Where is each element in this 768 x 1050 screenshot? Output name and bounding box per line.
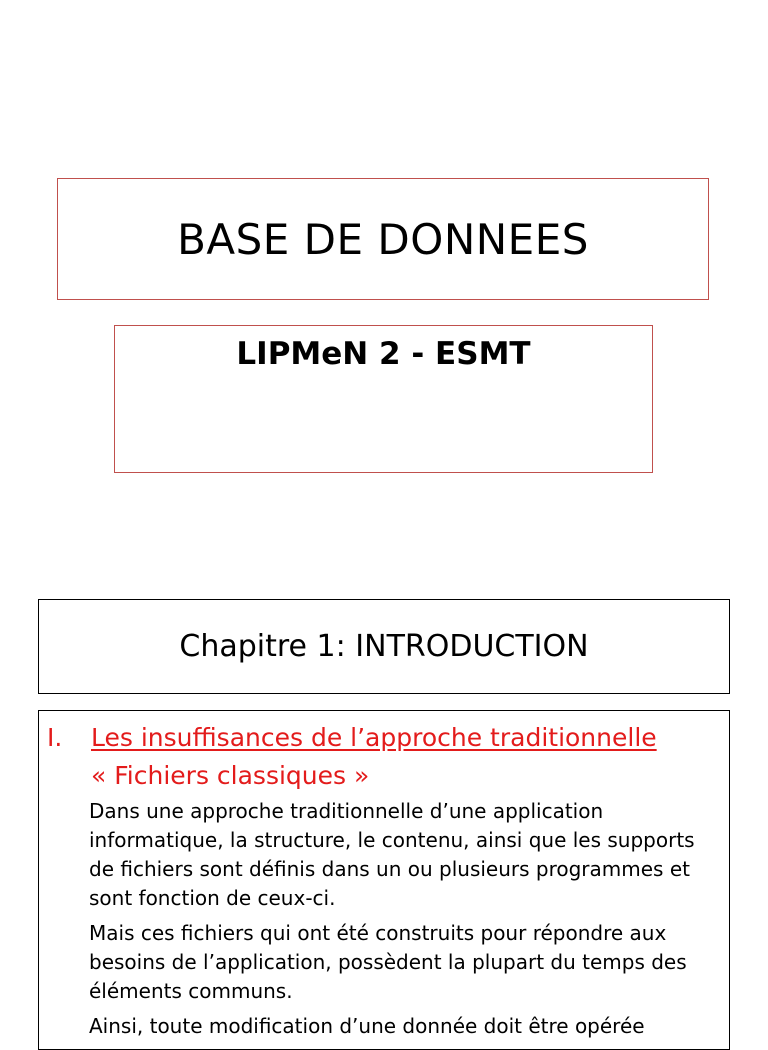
chapter-title: Chapitre 1: INTRODUCTION xyxy=(179,629,589,664)
document-subtitle: LIPMeN 2 - ESMT xyxy=(236,336,531,372)
section-subtitle: « Fichiers classiques » xyxy=(91,761,370,790)
title-box xyxy=(57,178,709,300)
chapter-title-box xyxy=(38,599,730,694)
paragraph: Dans une approche traditionnelle d’une application informatique, la structure, le contenu, ainsi que les supports de fichiers sont définis dans un ou plusieurs programmes et sont fonction de ceux-ci. xyxy=(89,799,695,910)
body-text xyxy=(89,797,719,1047)
section-title: Les insuffisances de l’approche traditionnelle xyxy=(91,723,657,752)
document-title: BASE DE DONNEES xyxy=(177,214,589,264)
content-box xyxy=(38,710,730,1050)
subtitle-box xyxy=(114,325,653,473)
paragraph: Mais ces fichiers qui ont été construits pour répondre aux besoins de l’application, possèdent la plupart du temps des éléments communs. xyxy=(89,921,687,1003)
paragraph: Ainsi, toute modification d’une donnée doit être opérée xyxy=(89,1014,645,1038)
section-number: I. xyxy=(47,723,63,752)
